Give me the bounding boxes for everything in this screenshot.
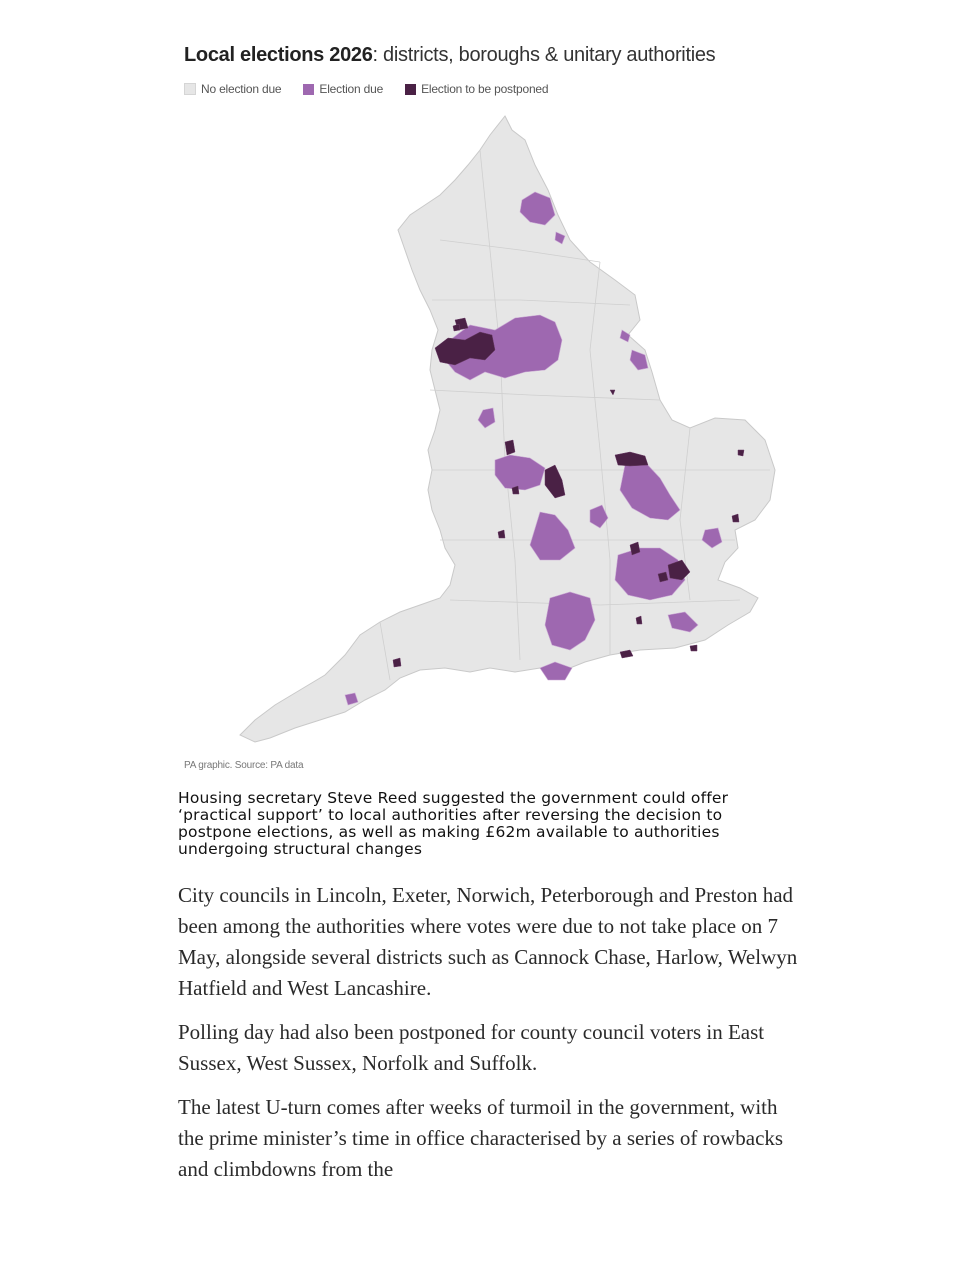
- article-paragraph: City councils in Lincoln, Exeter, Norwich, Peterborough and Preston had been among the authorities where votes were due to not take place on 7 May, alongside several districts such as Cannock Chase, Harlow, Welwyn Hatfield and West Lancashire.: [178, 883, 798, 1000]
- legend-item-postponed: [405, 82, 548, 96]
- map-title-bold: Local elections 2026: [184, 44, 373, 66]
- map-title-rest: : districts, boroughs & unitary authorities: [372, 44, 716, 66]
- legend-swatch-no-election: [184, 83, 196, 95]
- article-paragraph: Polling day had also been postponed for county council voters in East Sussex, West Sussex, Norfolk and Suffolk.: [178, 1020, 765, 1075]
- map-title: [184, 44, 715, 67]
- article-paragraph: The latest U-turn comes after weeks of turmoil in the government, with the prime minister’s time in office characterised by a series of rowbacks and climbdowns from the: [178, 1095, 784, 1181]
- legend-swatch-election-due: [303, 84, 314, 95]
- england-map: [230, 110, 790, 750]
- area-thurrock: [658, 572, 668, 582]
- legend-label-postponed: Election to be postponed: [421, 82, 549, 96]
- article-body: [178, 880, 798, 1198]
- image-caption: Housing secretary Steve Reed suggested the government could offer ‘practical support’ to local authorities after reversing the decision to postpone elections, as well as making £62m available to authorities undergoing structural changes: [178, 789, 729, 858]
- legend-label-no-election: No election due: [201, 82, 282, 96]
- area-sussex-small: [690, 645, 697, 651]
- area-norwich: [738, 450, 744, 456]
- map-source: PA graphic. Source: PA data: [184, 760, 304, 771]
- legend-label-election-due: Election due: [319, 82, 384, 96]
- legend-swatch-postponed: [405, 84, 416, 95]
- area-cannock: [505, 440, 515, 455]
- legend-item-no-election: [184, 82, 281, 96]
- legend-item-election-due: [303, 82, 383, 96]
- map-legend: [184, 82, 548, 96]
